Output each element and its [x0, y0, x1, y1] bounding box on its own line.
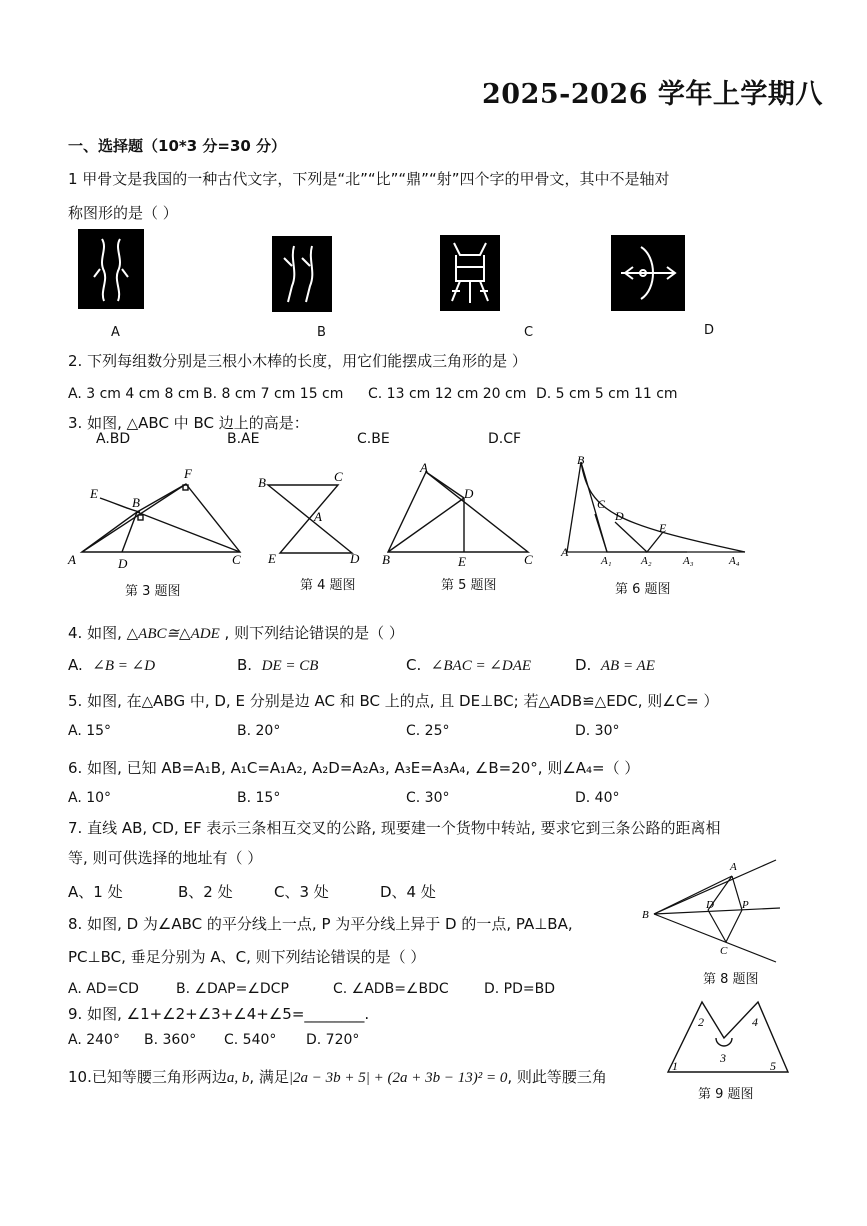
q3-option-a: A.BD	[96, 431, 131, 447]
q6-stem: 6. 如图, 已知 AB=A₁B, A₁C=A₁A₂, A₂D=A₂A₃, A₃E=A₃A₄, ∠B=20°, 则∠A₄=（ ）	[68, 759, 640, 777]
q10-stem-end: , 则此等腰三角	[507, 1068, 607, 1086]
q5-stem: 5. 如图, 在△ABG 中, D, E 分别是边 AC 和 BC 上的点, 且 DE⊥BC; 若△ADB≌△EDC, 则∠C= ）	[68, 692, 719, 710]
q9-option-d: D. 720°	[306, 1032, 360, 1048]
q8-stem-line1: 8. 如图, D 为∠ABC 的平分线上一点, P 为平分线上异于 D 的一点, PA⊥BA,	[68, 915, 573, 933]
q2-stem: 2. 下列每组数分别是三根小木棒的长度，用它们能摆成三角形的是 ）	[68, 352, 527, 370]
q6-option-d: D. 40°	[575, 790, 620, 806]
q1-label-a: A	[111, 325, 120, 340]
q4-expr-d: AB = AE	[600, 658, 655, 674]
q8-stem-line2: PC⊥BC, 垂足分别为 A、C, 则下列结论错误的是（ ）	[68, 948, 426, 966]
q6-option-a: A. 10°	[68, 790, 112, 806]
fig3-label-b: B	[132, 495, 140, 510]
fig4-label-d: D	[350, 551, 360, 566]
q1-label-b: B	[317, 325, 326, 340]
q4-expr-c: ∠BAC = ∠DAE	[430, 658, 532, 674]
q3-option-c: C.BE	[357, 431, 390, 447]
q4-option-a: A. ∠B = ∠D	[68, 656, 156, 674]
fig6-label-d: D	[615, 509, 624, 523]
q4-expr-a: ∠B = ∠D	[92, 658, 156, 674]
fig6-label-a3: A₃	[683, 555, 694, 567]
figure-3	[60, 460, 260, 575]
figure-9	[662, 996, 792, 1076]
fig8-label-a: A	[730, 861, 737, 873]
q4-stem	[68, 622, 404, 643]
q1-stem-line2: 称图形的是（ ）	[68, 204, 178, 222]
q6-option-c: C. 30°	[406, 790, 450, 806]
q8-option-c: C. ∠ADB=∠BDC	[333, 981, 449, 997]
fig3-label-c: C	[232, 552, 241, 567]
q4-expr-b: DE = CB	[261, 658, 319, 674]
fig5-label-a: A	[420, 460, 428, 475]
fig6-label-c: C	[597, 497, 606, 511]
fig9-label-5: 5	[770, 1059, 776, 1073]
q5-option-c: C. 25°	[406, 723, 450, 739]
q7-option-d: D、4 处	[380, 883, 436, 901]
figure-5	[380, 460, 540, 570]
fig4-label-c: C	[334, 469, 343, 484]
fig5-label-e: E	[458, 554, 466, 569]
fig6-label-a2: A₂	[641, 555, 652, 567]
caption-fig3: 第 3 题图	[125, 584, 181, 599]
fig8-label-d: D	[706, 899, 714, 911]
fig3-label-d: D	[118, 556, 128, 571]
fig5-label-c: C	[524, 552, 533, 567]
oracle-she-image	[611, 235, 685, 311]
q10-stem	[68, 1066, 607, 1087]
q3-stem: 3. 如图, △ABC 中 BC 边上的高是：	[68, 414, 309, 432]
caption-fig5: 第 5 题图	[441, 578, 497, 593]
caption-fig8: 第 8 题图	[703, 972, 759, 987]
fig4-label-a: A	[314, 509, 322, 524]
figure-8	[640, 858, 780, 963]
q10-equation: |2a − 3b + 5| + (2a + 3b − 13)² = 0	[288, 1070, 508, 1086]
q1-stem-line1: 1 甲骨文是我国的一种古代文字，下列是“北”“比”“鼎”“射”四个字的甲骨文，其中不是轴对	[68, 170, 670, 188]
fig3-label-f: F	[184, 466, 192, 481]
fig8-label-c: C	[720, 945, 728, 957]
fig6-label-b: B	[577, 453, 585, 467]
q9-option-c: C. 540°	[224, 1032, 277, 1048]
caption-fig9: 第 9 题图	[698, 1087, 754, 1102]
q1-label-c: C	[524, 325, 534, 340]
q10-vars: a, b	[226, 1070, 250, 1086]
q10-stem-mid: , 满足	[249, 1068, 289, 1086]
q4-option-d: D. AB = AE	[575, 656, 655, 674]
q7-option-b: B、2 处	[178, 883, 233, 901]
q7-stem-line2: 等, 则可供选择的地址有（ ）	[68, 849, 263, 867]
q4-stem-start: 4. 如图,	[68, 624, 127, 642]
q4-congruence: △ABC≅△ADE	[126, 626, 220, 642]
q4-option-c: C. ∠BAC = ∠DAE	[406, 656, 532, 674]
q5-option-d: D. 30°	[575, 723, 620, 739]
exam-title: 2025-2026 学年上学期八	[482, 79, 823, 110]
q10-stem-start: 10.已知等腰三角形两边	[68, 1068, 227, 1086]
fig6-label-a1: A₁	[601, 555, 612, 567]
fig9-label-3: 3	[720, 1051, 726, 1065]
fig4-label-b: B	[258, 475, 266, 490]
fig3-label-e: E	[90, 486, 98, 501]
fig8-label-b: B	[642, 909, 649, 921]
caption-fig4: 第 4 题图	[300, 578, 356, 593]
fig9-label-2: 2	[698, 1015, 704, 1029]
q2-option-a: A. 3 cm 4 cm 8 cm	[68, 386, 200, 402]
q3-option-d: D.CF	[488, 431, 522, 447]
fig9-label-1: 1	[672, 1059, 678, 1073]
q4-option-b: B. DE = CB	[237, 656, 319, 674]
q2-option-c: C. 13 cm 12 cm 20 cm	[368, 386, 527, 402]
q7-option-a: A、1 处	[68, 883, 123, 901]
q9-option-b: B. 360°	[144, 1032, 197, 1048]
q8-option-d: D. PD=BD	[484, 981, 556, 997]
q9-stem: 9. 如图, ∠1+∠2+∠3+∠4+∠5=________.	[68, 1005, 370, 1023]
q7-stem-line1: 7. 直线 AB, CD, EF 表示三条相互交叉的公路, 现要建一个货物中转站, 要求它到三条公路的距离相	[68, 819, 721, 837]
fig4-label-e: E	[268, 551, 276, 566]
fig8-label-p: P	[742, 899, 749, 911]
fig6-label-a: A	[561, 545, 569, 559]
fig5-label-d: D	[464, 486, 474, 501]
fig6-label-a4: A₄	[729, 555, 740, 567]
figure-4	[250, 465, 370, 570]
fig3-label-a: A	[68, 552, 76, 567]
oracle-ding-image	[440, 235, 500, 311]
q7-option-c: C、3 处	[274, 883, 329, 901]
q9-option-a: A. 240°	[68, 1032, 120, 1048]
fig9-label-4: 4	[752, 1015, 758, 1029]
figure-6	[555, 452, 755, 572]
fig6-label-e: E	[659, 521, 667, 535]
q8-option-b: B. ∠DAP=∠DCP	[176, 981, 289, 997]
q2-option-b: B. 8 cm 7 cm 15 cm	[203, 386, 344, 402]
q2-option-d: D. 5 cm 5 cm 11 cm	[536, 386, 678, 402]
section-heading: 一、选择题（10*3 分=30 分）	[68, 137, 287, 155]
q5-option-a: A. 15°	[68, 723, 112, 739]
q6-option-b: B. 15°	[237, 790, 281, 806]
oracle-bi-image	[272, 236, 332, 312]
oracle-bei-image	[78, 229, 144, 309]
q5-option-b: B. 20°	[237, 723, 281, 739]
q4-stem-end: , 则下列结论错误的是（ ）	[219, 624, 404, 642]
q3-option-b: B.AE	[227, 431, 260, 447]
caption-fig6: 第 6 题图	[615, 582, 671, 597]
q1-label-d: D	[704, 323, 715, 338]
fig5-label-b: B	[382, 552, 390, 567]
q8-option-a: A. AD=CD	[68, 981, 139, 997]
